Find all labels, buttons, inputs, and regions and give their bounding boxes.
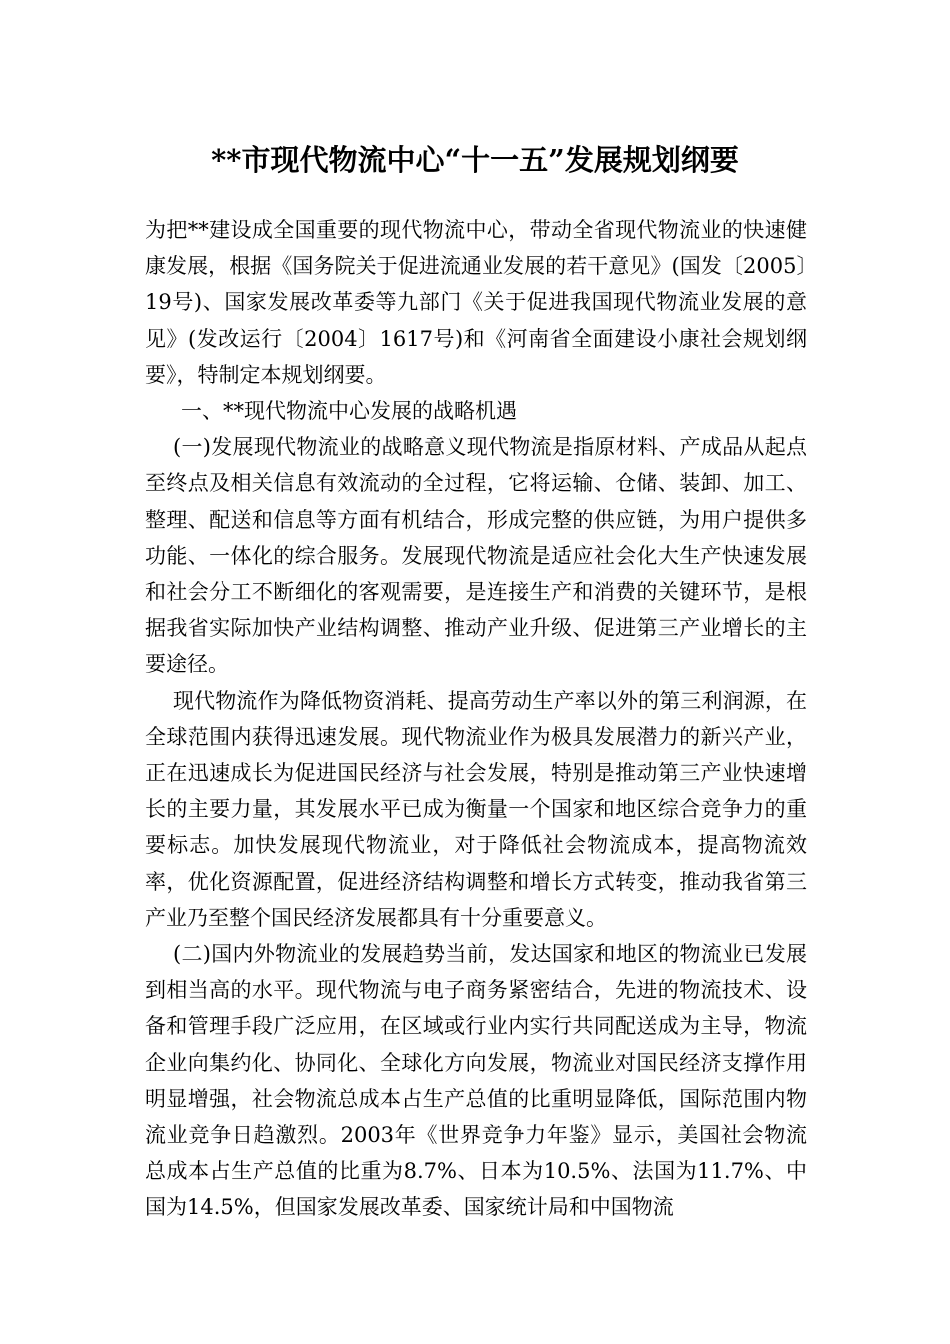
body-paragraph: 现代物流作为降低物资消耗、提高劳动生产率以外的第三利润源，在全球范围内获得迅速发展。现代物流业作为极具发展潜力的新兴产业，正在迅速成长为促进国民经济与社会发展，特别是推动第三产业快速增长的主要力量，其发展水平已成为衡量一个国家和地区综合竞争力的重要标志。加快发展现代物流业，对于降低社会物流成本，提高物流效率，优化资源配置，促进经济结构调整和增长方式转变，推动我省第三产业乃至整个国民经济发展都具有十分重要意义。 [145, 688, 807, 930]
document-body [145, 212, 807, 1226]
body-paragraph: (二)国内外物流业的发展趋势当前，发达国家和地区的物流业已发展到相当高的水平。现代物流与电子商务紧密结合，先进的物流技术、设备和管理手段广泛应用，在区域或行业内实行共同配送成为主导，物流企业向集约化、协同化、全球化方向发展，物流业对国民经济支撑作用明显增强，社会物流总成本占生产总值的比重明显降低，国际范围内物流业竞争日趋激烈。2003年《世界竞争力年鉴》显示，美国社会物流总成本占生产总值的比重为8.7%、日本为10.5%、法国为11.7%、中国为14.5%，但国家发展改革委、国家统计局和中国物流 [145, 942, 807, 1220]
body-paragraph: (一)发展现代物流业的战略意义现代物流是指原材料、产成品从起点至终点及相关信息有效流动的全过程，它将运输、仓储、装卸、加工、整理、配送和信息等方面有机结合，形成完整的供应链，为用户提供多功能、一体化的综合服务。发展现代物流是适应社会化大生产快速发展和社会分工不断细化的客观需要，是连接生产和消费的关键环节，是根据我省实际加快产业结构调整、推动产业升级、促进第三产业增长的主要途径。 [145, 435, 807, 677]
section-heading: 一、**现代物流中心发展的战略机遇 [181, 399, 517, 424]
document-title: **市现代物流中心“十一五”发展规划纲要 [211, 143, 739, 177]
intro-paragraph: 为把**建设成全国重要的现代物流中心，带动全省现代物流业的快速健康发展，根据《国务院关于促进流通业发展的若干意见》(国发〔2005〕19号)、国家发展改革委等九部门《关于促进我国现代物流业发展的意见》(发改运行〔2004〕1617号)和《河南省全面建设小康社会规划纲要》，特制定本规划纲要。 [145, 218, 807, 387]
